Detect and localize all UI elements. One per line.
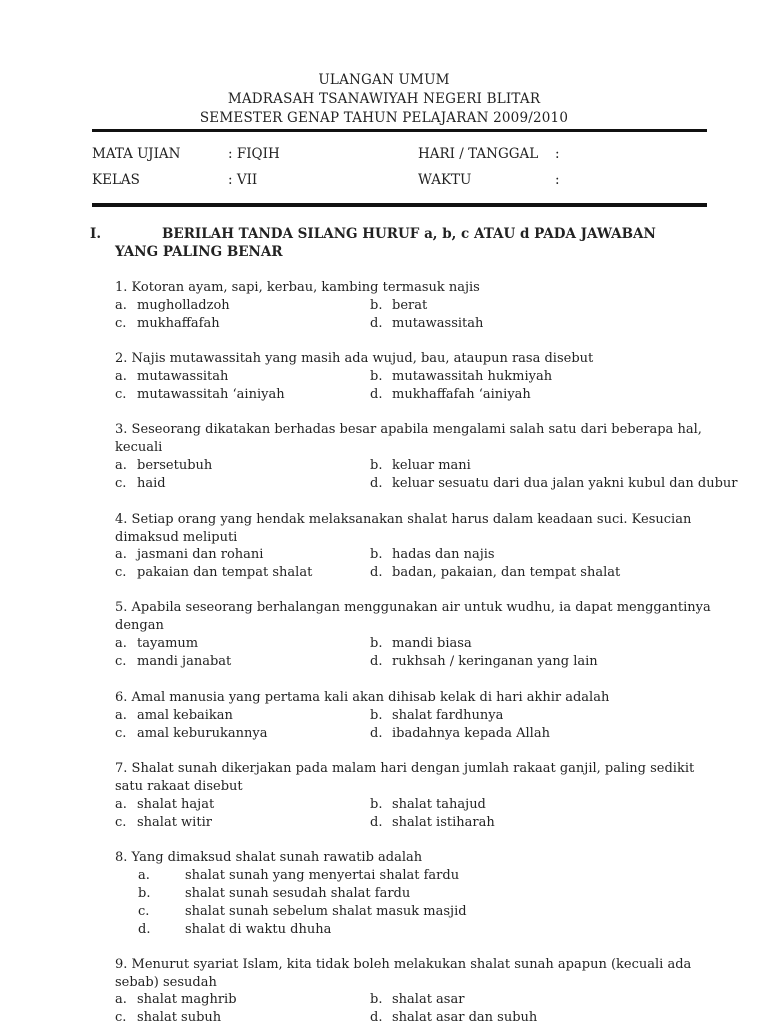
q2-option-d[interactable] bbox=[370, 386, 531, 404]
q8-option-d[interactable] bbox=[138, 921, 331, 939]
option-letter: d. bbox=[370, 565, 383, 580]
option-letter: a. bbox=[115, 298, 127, 313]
option-letter: b. bbox=[370, 992, 383, 1007]
q7-option-a[interactable] bbox=[115, 796, 214, 814]
q9-option-b[interactable] bbox=[370, 991, 464, 1009]
option-letter: c. bbox=[115, 654, 127, 669]
q5-option-a[interactable] bbox=[115, 635, 198, 653]
question-9-text: 9. Menurut syariat Islam, kita tidak boleh melakukan shalat sunah apapun (kecuali ada sebab) sesudah bbox=[115, 957, 692, 990]
question-5-text: 5. Apabila seseorang berhalangan menggunakan air untuk wudhu, ia dapat menggantinya dengan bbox=[115, 600, 711, 633]
option-letter: a. bbox=[115, 636, 127, 651]
time-label: WAKTU bbox=[418, 172, 472, 188]
option-text: keluar mani bbox=[392, 458, 471, 473]
option-letter: a. bbox=[115, 369, 127, 384]
option-text: keluar sesuatu dari dua jalan yakni kubul dan dubur bbox=[392, 476, 738, 491]
option-text: mutawassitah bbox=[392, 316, 484, 331]
section-title: BERILAH TANDA SILANG HURUF a, b, c ATAU d PADA JAWABAN bbox=[162, 226, 656, 242]
option-letter: c. bbox=[115, 476, 127, 491]
header-school: MADRASAH TSANAWIYAH NEGERI BLITAR bbox=[227, 91, 541, 107]
option-letter: a. bbox=[115, 458, 127, 473]
option-text: haid bbox=[137, 476, 166, 491]
q1-option-b[interactable] bbox=[370, 297, 427, 315]
option-text: mukhaffafah ‘ainiyah bbox=[392, 387, 531, 402]
option-text: mugholladzoh bbox=[137, 298, 230, 313]
bottom-divider bbox=[92, 203, 707, 207]
option-text: mandi janabat bbox=[137, 654, 232, 669]
option-text: shalat fardhunya bbox=[392, 708, 504, 723]
option-text: ibadahnya kepada Allah bbox=[392, 726, 550, 741]
option-text: mandi biasa bbox=[392, 636, 472, 651]
q7-option-c[interactable] bbox=[115, 814, 212, 832]
option-letter: b. bbox=[370, 547, 383, 562]
option-text: mutawassitah hukmiyah bbox=[392, 369, 553, 384]
q7-option-b[interactable] bbox=[370, 796, 486, 814]
q4-option-a[interactable] bbox=[115, 546, 263, 564]
option-text: pakaian dan tempat shalat bbox=[137, 565, 313, 580]
header-semester: SEMESTER GENAP TAHUN PELAJARAN 2009/2010 bbox=[199, 110, 569, 126]
option-text: shalat hajat bbox=[137, 797, 215, 812]
q7-option-d[interactable] bbox=[370, 814, 495, 832]
option-text: shalat di waktu dhuha bbox=[185, 922, 332, 937]
option-text: mutawassitah ‘ainiyah bbox=[137, 387, 285, 402]
question-7-text: 7. Shalat sunah dikerjakan pada malam hari dengan jumlah rakaat ganjil, paling sedikit satu rakaat disebut bbox=[115, 761, 695, 794]
option-letter: d. bbox=[370, 316, 383, 331]
q8-option-c[interactable] bbox=[138, 903, 467, 921]
option-letter: a. bbox=[115, 797, 127, 812]
q5-option-c[interactable] bbox=[115, 653, 231, 671]
option-text: berat bbox=[392, 298, 428, 313]
option-letter: b. bbox=[370, 636, 383, 651]
option-text: shalat tahajud bbox=[392, 797, 486, 812]
q8-option-a[interactable] bbox=[138, 867, 459, 885]
option-letter: c. bbox=[115, 726, 127, 741]
q9-option-d[interactable] bbox=[370, 1009, 537, 1027]
option-letter: d. bbox=[370, 387, 383, 402]
subject-label: MATA UJIAN bbox=[92, 146, 181, 162]
header-title: ULANGAN UMUM bbox=[318, 72, 450, 88]
class-label: KELAS bbox=[92, 172, 140, 188]
option-letter: d. bbox=[370, 476, 383, 491]
q6-option-a[interactable] bbox=[115, 707, 233, 725]
q9-option-a[interactable] bbox=[115, 991, 237, 1009]
option-letter: a. bbox=[138, 868, 150, 883]
option-letter: b. bbox=[370, 458, 383, 473]
option-letter: d. bbox=[370, 815, 383, 830]
option-text: rukhsah / keringanan yang lain bbox=[392, 654, 598, 669]
option-letter: b. bbox=[370, 298, 383, 313]
question-1-text: 1. Kotoran ayam, sapi, kerbau, kambing termasuk najis bbox=[115, 280, 480, 295]
q2-option-b[interactable] bbox=[370, 368, 552, 386]
time-value: : bbox=[555, 172, 560, 188]
option-letter: b. bbox=[370, 797, 383, 812]
q1-option-c[interactable] bbox=[115, 315, 220, 333]
option-text: jasmani dan rohani bbox=[137, 547, 264, 562]
section-number: I. bbox=[90, 226, 102, 242]
q6-option-b[interactable] bbox=[370, 707, 503, 725]
q4-option-d[interactable] bbox=[370, 564, 620, 582]
q3-option-b[interactable] bbox=[370, 457, 471, 475]
option-letter: d. bbox=[370, 1010, 383, 1025]
option-letter: c. bbox=[138, 904, 150, 919]
option-letter: a. bbox=[115, 992, 127, 1007]
question-4-text: 4. Setiap orang yang hendak melaksanakan shalat harus dalam keadaan suci. Kesucian dimaksud meliputi bbox=[115, 512, 692, 545]
option-letter: c. bbox=[115, 316, 127, 331]
option-text: shalat sunah yang menyertai shalat fardu bbox=[185, 868, 460, 883]
option-text: shalat istiharah bbox=[392, 815, 495, 830]
day-value: : bbox=[555, 146, 560, 162]
q2-option-c[interactable] bbox=[115, 386, 285, 404]
option-letter: d. bbox=[370, 654, 383, 669]
question-8-text: 8. Yang dimaksud shalat sunah rawatib adalah bbox=[115, 850, 423, 865]
section-title-cont: YANG PALING BENAR bbox=[115, 244, 283, 260]
q6-option-d[interactable] bbox=[370, 725, 550, 743]
option-text: badan, pakaian, dan tempat shalat bbox=[392, 565, 621, 580]
option-text: shalat maghrib bbox=[137, 992, 237, 1007]
option-text: shalat asar bbox=[392, 992, 465, 1007]
option-letter: c. bbox=[115, 387, 127, 402]
option-text: shalat subuh bbox=[137, 1010, 222, 1025]
subject-value: : FIQIH bbox=[228, 146, 280, 162]
option-text: shalat sunah sesudah shalat fardu bbox=[185, 886, 411, 901]
q4-option-c[interactable] bbox=[115, 564, 312, 582]
option-text: shalat asar dan subuh bbox=[392, 1010, 538, 1025]
q4-option-b[interactable] bbox=[370, 546, 495, 564]
option-text: mukhaffafah bbox=[137, 316, 220, 331]
q8-option-b[interactable] bbox=[138, 885, 410, 903]
option-text: amal kebaikan bbox=[137, 708, 233, 723]
q2-option-a[interactable] bbox=[115, 368, 228, 386]
option-letter: b. bbox=[370, 708, 383, 723]
option-text: bersetubuh bbox=[137, 458, 213, 473]
option-letter: c. bbox=[115, 815, 127, 830]
option-text: amal keburukannya bbox=[137, 726, 268, 741]
q1-option-d[interactable] bbox=[370, 315, 483, 333]
question-6-text: 6. Amal manusia yang pertama kali akan dihisab kelak di hari akhir adalah bbox=[115, 690, 610, 705]
option-letter: b. bbox=[138, 886, 151, 901]
q9-option-c[interactable] bbox=[115, 1009, 221, 1027]
option-letter: a. bbox=[115, 547, 127, 562]
question-2-text: 2. Najis mutawassitah yang masih ada wujud, bau, ataupun rasa disebut bbox=[115, 351, 594, 366]
option-letter: b. bbox=[370, 369, 383, 384]
option-letter: d. bbox=[138, 922, 151, 937]
q5-option-d[interactable] bbox=[370, 653, 598, 671]
q1-option-a[interactable] bbox=[115, 297, 230, 315]
q3-option-c[interactable] bbox=[115, 475, 166, 493]
option-letter: c. bbox=[115, 1010, 127, 1025]
class-value: : VII bbox=[228, 172, 258, 188]
top-divider bbox=[92, 129, 707, 132]
q6-option-c[interactable] bbox=[115, 725, 267, 743]
option-text: tayamum bbox=[137, 636, 199, 651]
question-3-text: 3. Seseorang dikatakan berhadas besar apabila mengalami salah satu dari beberapa hal, kecuali bbox=[115, 422, 702, 455]
option-text: shalat witir bbox=[137, 815, 212, 830]
q3-option-d[interactable] bbox=[370, 475, 737, 493]
option-text: shalat sunah sebelum shalat masuk masjid bbox=[185, 904, 467, 919]
option-text: hadas dan najis bbox=[392, 547, 495, 562]
option-letter: c. bbox=[115, 565, 127, 580]
day-label: HARI / TANGGAL bbox=[418, 146, 539, 162]
q3-option-a[interactable] bbox=[115, 457, 212, 475]
option-letter: a. bbox=[115, 708, 127, 723]
option-text: mutawassitah bbox=[137, 369, 229, 384]
option-letter: d. bbox=[370, 726, 383, 741]
q5-option-b[interactable] bbox=[370, 635, 472, 653]
